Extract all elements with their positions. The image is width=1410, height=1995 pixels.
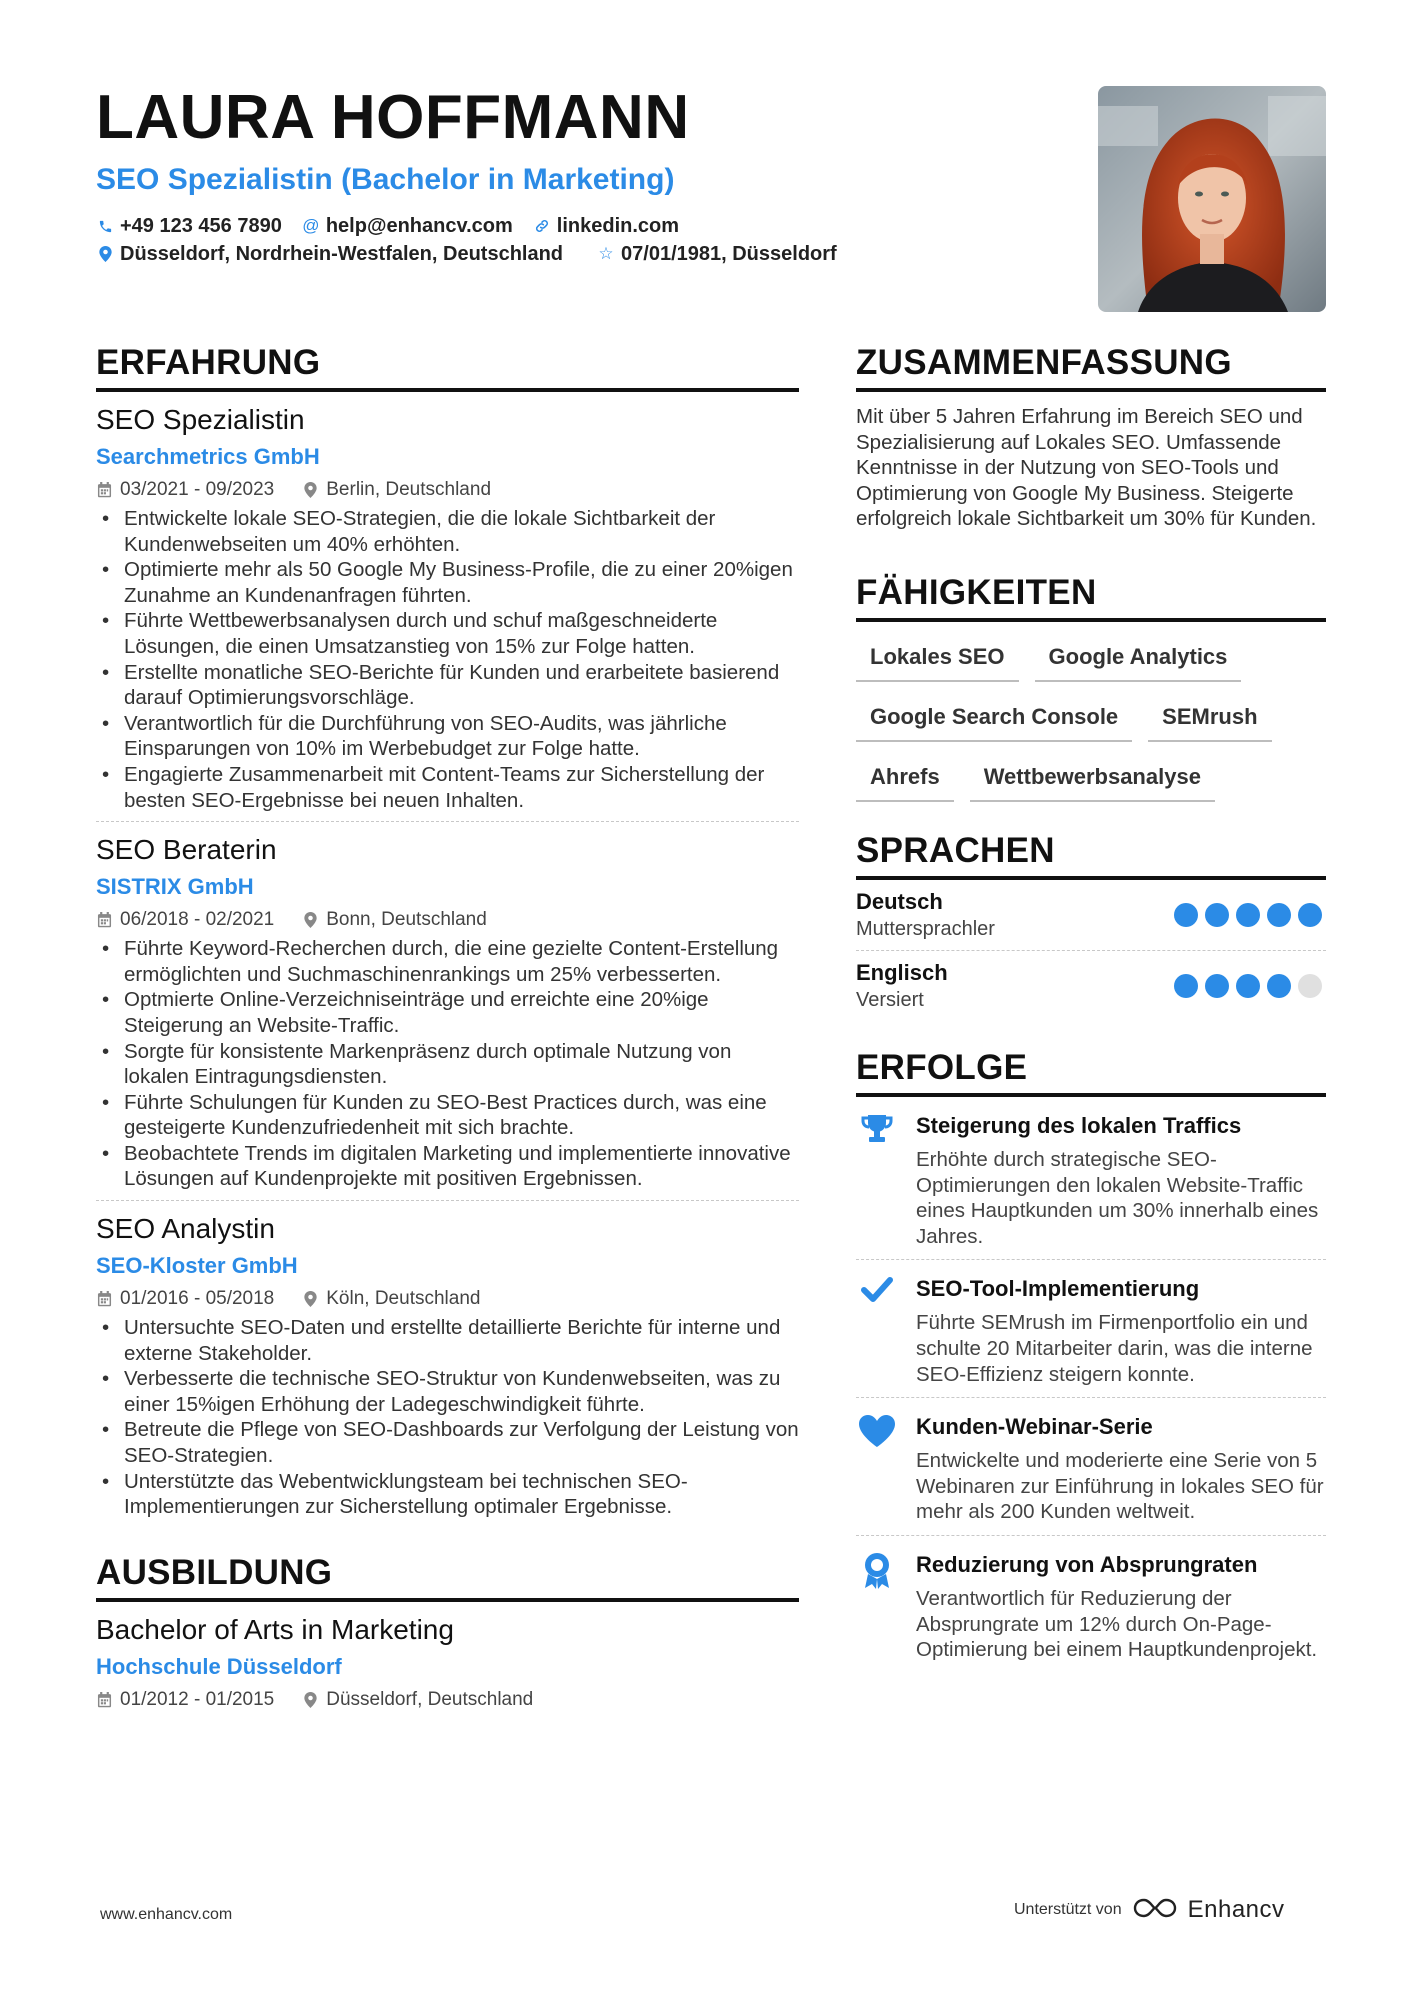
experience-heading: ERFAHRUNG <box>96 340 799 392</box>
job-location <box>302 476 491 504</box>
summary-heading: ZUSAMMENFASSUNG <box>856 340 1326 392</box>
education-heading: AUSBILDUNG <box>96 1550 799 1602</box>
language-name: Deutsch <box>856 888 943 914</box>
education-location <box>302 1686 533 1714</box>
bullet-item: • Engagierte Zusammenarbeit mit Content-Teams zur Sicherstellung der besten SEO-Ergebnisse bei neuen Inhalten. <box>96 762 799 813</box>
location-pin-icon <box>302 1692 318 1708</box>
enhancv-logo-icon <box>1132 1897 1178 1924</box>
location-text: Berlin, Deutschland <box>326 479 492 500</box>
linkedin-text[interactable]: linkedin.com <box>556 215 680 237</box>
job-dates <box>96 1285 274 1313</box>
checkmark-icon <box>856 1274 898 1387</box>
achievement-item <box>856 1260 1326 1397</box>
email-contact[interactable] <box>302 212 513 240</box>
education-entry <box>96 1602 799 1714</box>
bullet-item: • Beobachtete Trends im digitalen Marketing und implementierte innovative Lösungen auf Kundenprojekte mit positiven Ergebnissen. <box>96 1141 799 1192</box>
job-location <box>302 1285 480 1313</box>
dates-text: 03/2021 - 09/2023 <box>120 479 275 500</box>
skill-tag: Lokales SEO <box>856 636 1019 682</box>
location-pin-icon <box>302 482 318 498</box>
bullet-item: • Führte Schulungen für Kunden zu SEO-Best Practices durch, was eine gesteigerte Kundenzufriedenheit mit sich brachte. <box>96 1090 799 1141</box>
company-name: Searchmetrics GmbH <box>96 444 320 469</box>
job-location <box>302 906 487 934</box>
achievement-desc: Führte SEMrush im Firmenportfolio ein und schulte 20 Mitarbeiter darin, was die interne SEO-Effizienz steigern konnte. <box>916 1311 1313 1386</box>
rating-dot-filled <box>1267 903 1291 927</box>
trophy-icon <box>856 1111 898 1249</box>
job-meta <box>96 1285 799 1313</box>
location-text: Köln, Deutschland <box>326 1288 481 1310</box>
skills-list <box>856 636 1326 802</box>
birth-text: 07/01/1981, Düsseldorf <box>621 243 837 265</box>
skill-tag: Ahrefs <box>856 756 954 802</box>
achievement-desc: Entwickelte und moderierte eine Serie von 5 Webinaren zur Einführung in lokales SEO für mehr als 200 Kunden weltweit. <box>916 1449 1324 1524</box>
footer-branding <box>1014 1896 1285 1924</box>
summary-text: Mit über 5 Jahren Erfahrung im Bereich SEO und Spezialisierung auf Lokales SEO. Umfassende Kenntnisse in der Nutzung von SEO-Tools und Optimierung von Google My Business. Steigerte erfolgreich lokale Sichtbarkeit um 30% für Kunden. <box>856 405 1317 531</box>
achievements-heading: ERFOLGE <box>856 1045 1326 1097</box>
bullet-item: • Untersuchte SEO-Daten und erstellte detaillierte Berichte für interne und externe Stakeholder. <box>96 1315 799 1366</box>
location-text: Bonn, Deutschland <box>326 909 487 931</box>
skill-tag: SEMrush <box>1148 696 1271 742</box>
rating-dot-filled <box>1267 974 1291 998</box>
dates-text: 01/2012 - 01/2015 <box>120 1688 275 1710</box>
location-pin-icon <box>302 1291 318 1307</box>
candidate-name: LAURA HOFFMANN <box>96 83 690 152</box>
footer-website[interactable]: www.enhancv.com <box>100 1906 233 1923</box>
rating-dot-filled <box>1236 974 1260 998</box>
rating-dot-filled <box>1298 903 1322 927</box>
bullet-item: • Verantwortlich für die Durchführung von SEO-Audits, was jährliche Einsparungen von 10% im Werbebudget zur Folge hatte. <box>96 711 799 762</box>
achievement-item <box>856 1097 1326 1259</box>
company-name: SEO-Kloster GmbH <box>96 1253 298 1279</box>
bullet-item: • Erstellte monatliche SEO-Berichte für Kunden und erarbeitete basierend darauf Optimierungsvorschläge. <box>96 660 799 711</box>
achievement-title: Reduzierung von Absprungraten <box>916 1551 1258 1577</box>
achievement-item <box>856 1536 1326 1673</box>
link-icon <box>533 218 551 234</box>
language-item <box>856 880 1326 950</box>
email-text[interactable]: help@enhancv.com <box>325 215 513 237</box>
rating-dot-filled <box>1236 903 1260 927</box>
dates-text: 06/2018 - 02/2021 <box>120 909 275 931</box>
bullet-item: • Sorgte für konsistente Markenpräsenz durch optimale Nutzung von lokalen Eintragungsdiensten. <box>96 1039 799 1090</box>
rating-dot-filled <box>1205 974 1229 998</box>
bullet-item: • Entwickelte lokale SEO-Strategien, die die lokale Sichtbarkeit der Kundenwebseiten um 40% erhöhten. <box>96 506 799 557</box>
contact-info <box>96 212 1076 268</box>
language-level: Versiert <box>856 988 924 1011</box>
phone-contact <box>96 212 282 240</box>
skill-tag: Google Search Console <box>856 696 1132 742</box>
school-name: Hochschule Düsseldorf <box>96 1653 342 1679</box>
achievement-title: SEO-Tool-Implementierung <box>916 1276 1200 1302</box>
calendar-icon <box>96 1692 112 1708</box>
achievement-title: Kunden-Webinar-Serie <box>916 1414 1153 1440</box>
job-dates <box>96 906 274 934</box>
award-icon <box>856 1550 898 1663</box>
job-title: SEO Analystin <box>96 1213 275 1245</box>
language-name: Englisch <box>856 959 948 985</box>
bullet-item: • Betreute die Pflege von SEO-Dashboards zur Verfolgung der Leistung von SEO-Strategien. <box>96 1417 799 1468</box>
bullet-item: • Optmierte Online-Verzeichniseinträge und erreichte eine 20%ige Steigerung an Website-Traffic. <box>96 987 799 1038</box>
location-text: Düsseldorf, Deutschland <box>326 1688 534 1710</box>
bullet-item: • Unterstützte das Webentwicklungsteam bei technischen SEO-Implementierungen zur Sicherstellung optimaler Ergebnisse. <box>96 1469 799 1520</box>
experience-entry <box>96 392 799 822</box>
powered-by-text: Unterstützt von <box>1014 1901 1122 1918</box>
resume-header <box>96 84 1076 268</box>
company-name: SISTRIX GmbH <box>96 874 254 900</box>
calendar-icon <box>96 1291 112 1307</box>
calendar-icon <box>96 912 112 928</box>
achievement-bullets <box>96 1315 799 1520</box>
profile-photo <box>1098 86 1326 312</box>
rating-dot-filled <box>1174 974 1198 998</box>
achievement-item <box>856 1398 1326 1535</box>
skills-heading: FÄHIGKEITEN <box>856 570 1326 622</box>
phone-text: +49 123 456 7890 <box>120 215 282 237</box>
job-title: SEO Beraterin <box>96 834 277 866</box>
language-rating <box>1174 974 1322 998</box>
star-icon: ☆ <box>598 244 614 263</box>
job-dates <box>96 476 274 504</box>
job-meta <box>96 476 799 504</box>
degree-title: Bachelor of Arts in Marketing <box>96 1613 454 1645</box>
achievement-title: Steigerung des lokalen Traffics <box>916 1112 1242 1138</box>
at-icon: @ <box>302 216 320 235</box>
rating-dot-empty <box>1298 974 1322 998</box>
location-contact <box>96 240 563 268</box>
calendar-icon <box>96 482 112 498</box>
education-dates <box>96 1686 274 1714</box>
right-column <box>856 340 1326 1673</box>
achievement-desc: Erhöhte durch strategische SEO-Optimierungen den lokalen Website-Traffic eines Hauptkunden um 30% innerhalb eines Jahres. <box>916 1147 1319 1248</box>
location-text: Düsseldorf, Nordrhein-Westfalen, Deutschland <box>120 243 564 265</box>
dates-text: 01/2016 - 05/2018 <box>120 1288 275 1310</box>
bullet-item: • Führte Wettbewerbsanalysen durch und schuf maßgeschneiderte Lösungen, die einen Umsatzanstieg von 15% zur Folge hatten. <box>96 608 799 659</box>
languages-heading: SPRACHEN <box>856 828 1326 880</box>
job-meta <box>96 906 799 934</box>
skill-tag: Wettbewerbsanalyse <box>970 756 1215 802</box>
experience-entry <box>96 822 799 1201</box>
bullet-item: • Optimierte mehr als 50 Google My Business-Profile, die zu einer 20%igen Zunahme an Kundenanfragen führten. <box>96 557 799 608</box>
language-rating <box>1174 903 1322 927</box>
rating-dot-filled <box>1205 903 1229 927</box>
phone-icon <box>96 219 114 234</box>
birth-contact <box>597 240 837 268</box>
bullet-item: • Verbesserte die technische SEO-Struktur von Kundenwebseiten, was zu einer 15%igen Erhöhung der Ladegeschwindigkeit führte. <box>96 1366 799 1417</box>
language-level: Muttersprachler <box>856 917 995 940</box>
rating-dot-filled <box>1174 903 1198 927</box>
skill-tag: Google Analytics <box>1035 636 1242 682</box>
education-meta <box>96 1686 799 1714</box>
achievement-bullets <box>96 936 799 1192</box>
language-item <box>856 951 1326 1021</box>
heart-icon <box>856 1412 898 1525</box>
left-column <box>96 340 799 1714</box>
location-pin-icon <box>302 912 318 928</box>
experience-entry <box>96 1201 799 1520</box>
linkedin-contact[interactable] <box>533 212 679 240</box>
enhancv-wordmark: Enhancv <box>1187 1896 1285 1923</box>
candidate-role: SEO Spezialistin (Bachelor in Marketing) <box>96 163 675 196</box>
location-pin-icon <box>96 246 114 262</box>
achievement-bullets <box>96 506 799 813</box>
bullet-item: • Führte Keyword-Recherchen durch, die eine gezielte Content-Erstellung ermöglichten und Suchmaschinenrankings um 25% verbesserten. <box>96 936 799 987</box>
job-title: SEO Spezialistin <box>96 404 305 435</box>
achievement-desc: Verantwortlich für Reduzierung der Absprungrate um 12% durch On-Page-Optimierung bei einem Hauptkundenprojekt. <box>916 1586 1318 1662</box>
